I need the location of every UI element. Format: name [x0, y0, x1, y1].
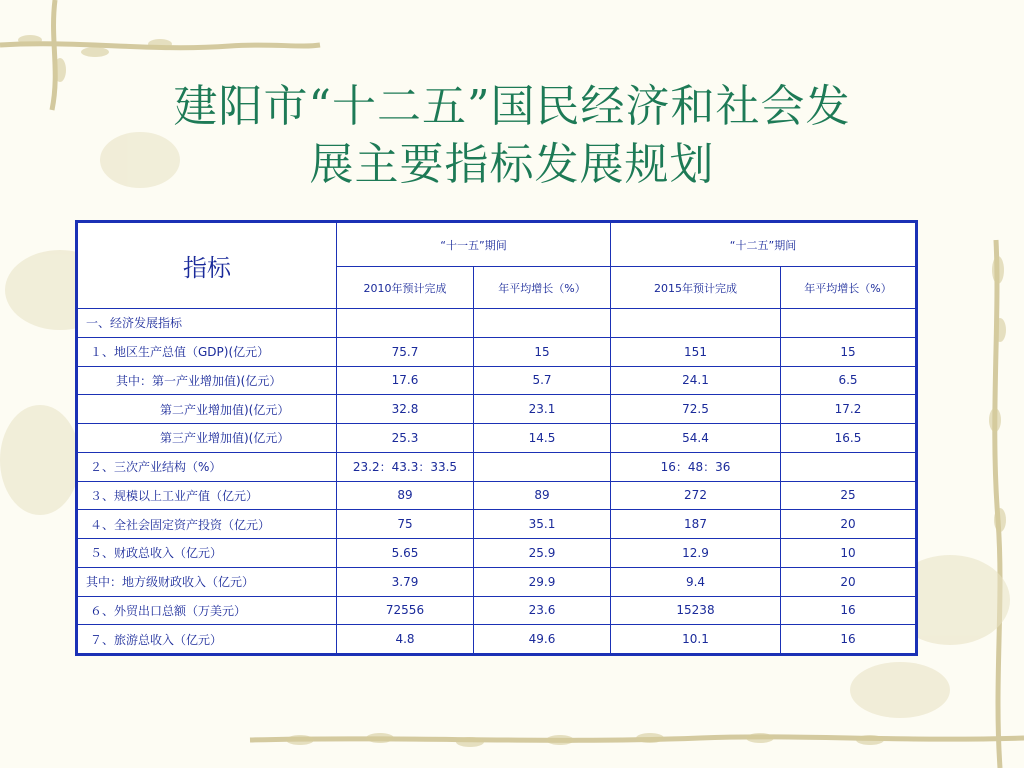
cell: 24.1: [611, 366, 781, 395]
page-title: [40, 78, 984, 194]
cell: 5.65: [337, 539, 474, 568]
indicator-table: [75, 220, 918, 656]
cell: [611, 309, 781, 338]
cell: 23.2：43.3：33.5: [337, 452, 474, 481]
cell: 5.7: [474, 366, 611, 395]
header-2015-planned: 2015年预计完成: [611, 267, 781, 309]
row-label: 第三产业增加值)(亿元）: [78, 424, 337, 453]
table-row: [78, 539, 916, 568]
table-row: [78, 337, 916, 366]
row-label: ５、财政总收入（亿元）: [78, 539, 337, 568]
cell: 29.9: [474, 567, 611, 596]
header-growth-11th: 年平均增长（%）: [474, 267, 611, 309]
row-label: 一、经济发展指标: [78, 309, 337, 338]
cell: 6.5: [781, 366, 916, 395]
table-row: [78, 625, 916, 654]
cell: 75.7: [337, 337, 474, 366]
cell: [474, 452, 611, 481]
row-label: 其中：地方级财政收入（亿元）: [78, 567, 337, 596]
cell: 15238: [611, 596, 781, 625]
cell: 15: [781, 337, 916, 366]
row-label: ４、全社会固定资产投资（亿元）: [78, 510, 337, 539]
row-label: ３、规模以上工业产值（亿元）: [78, 481, 337, 510]
row-label: ７、旅游总收入（亿元）: [78, 625, 337, 654]
table-row: [78, 596, 916, 625]
cell: 15: [474, 337, 611, 366]
cell: 23.1: [474, 395, 611, 424]
cell: 20: [781, 567, 916, 596]
header-indicator: 指标: [78, 223, 337, 309]
cell: 17.2: [781, 395, 916, 424]
cell: 16: [781, 625, 916, 654]
cell: 17.6: [337, 366, 474, 395]
table-row: [78, 424, 916, 453]
cell: 54.4: [611, 424, 781, 453]
cell: 35.1: [474, 510, 611, 539]
title-line-2: 展主要指标发展规划: [309, 139, 715, 190]
row-label: ２、三次产业结构（%）: [78, 452, 337, 481]
cell: [781, 309, 916, 338]
cell: 10.1: [611, 625, 781, 654]
row-label: 其中：第一产业增加值)(亿元）: [78, 366, 337, 395]
cell: 72.5: [611, 395, 781, 424]
row-label: １、地区生产总值（GDP)(亿元）: [78, 337, 337, 366]
cell: 25.3: [337, 424, 474, 453]
cell: 16: [781, 596, 916, 625]
cell: 3.79: [337, 567, 474, 596]
cell: 49.6: [474, 625, 611, 654]
cell: 9.4: [611, 567, 781, 596]
cell: 272: [611, 481, 781, 510]
cell: 25: [781, 481, 916, 510]
cell: 32.8: [337, 395, 474, 424]
table-row: [78, 481, 916, 510]
cell: 16：48：36: [611, 452, 781, 481]
cell: 89: [474, 481, 611, 510]
cell: [781, 452, 916, 481]
cell: 187: [611, 510, 781, 539]
cell: [337, 309, 474, 338]
table-row: [78, 366, 916, 395]
cell: 89: [337, 481, 474, 510]
table-row: [78, 567, 916, 596]
header-period-11th: “十一五”期间: [337, 223, 611, 267]
header-growth-12th: 年平均增长（%）: [781, 267, 916, 309]
cell: 16.5: [781, 424, 916, 453]
cell: 10: [781, 539, 916, 568]
cell: [474, 309, 611, 338]
cell: 20: [781, 510, 916, 539]
table-row: [78, 510, 916, 539]
table-row: [78, 452, 916, 481]
cell: 14.5: [474, 424, 611, 453]
table-row: [78, 395, 916, 424]
row-label: ６、外贸出口总额（万美元）: [78, 596, 337, 625]
title-line-1: 建阳市“十二五”国民经济和社会发: [173, 81, 851, 132]
cell: 72556: [337, 596, 474, 625]
cell: 23.6: [474, 596, 611, 625]
table-row: [78, 309, 916, 338]
cell: 12.9: [611, 539, 781, 568]
cell: 75: [337, 510, 474, 539]
header-period-12th: “十二五”期间: [611, 223, 916, 267]
header-2010-planned: 2010年预计完成: [337, 267, 474, 309]
row-label: 第二产业增加值)(亿元）: [78, 395, 337, 424]
cell: 25.9: [474, 539, 611, 568]
cell: 151: [611, 337, 781, 366]
cell: 4.8: [337, 625, 474, 654]
